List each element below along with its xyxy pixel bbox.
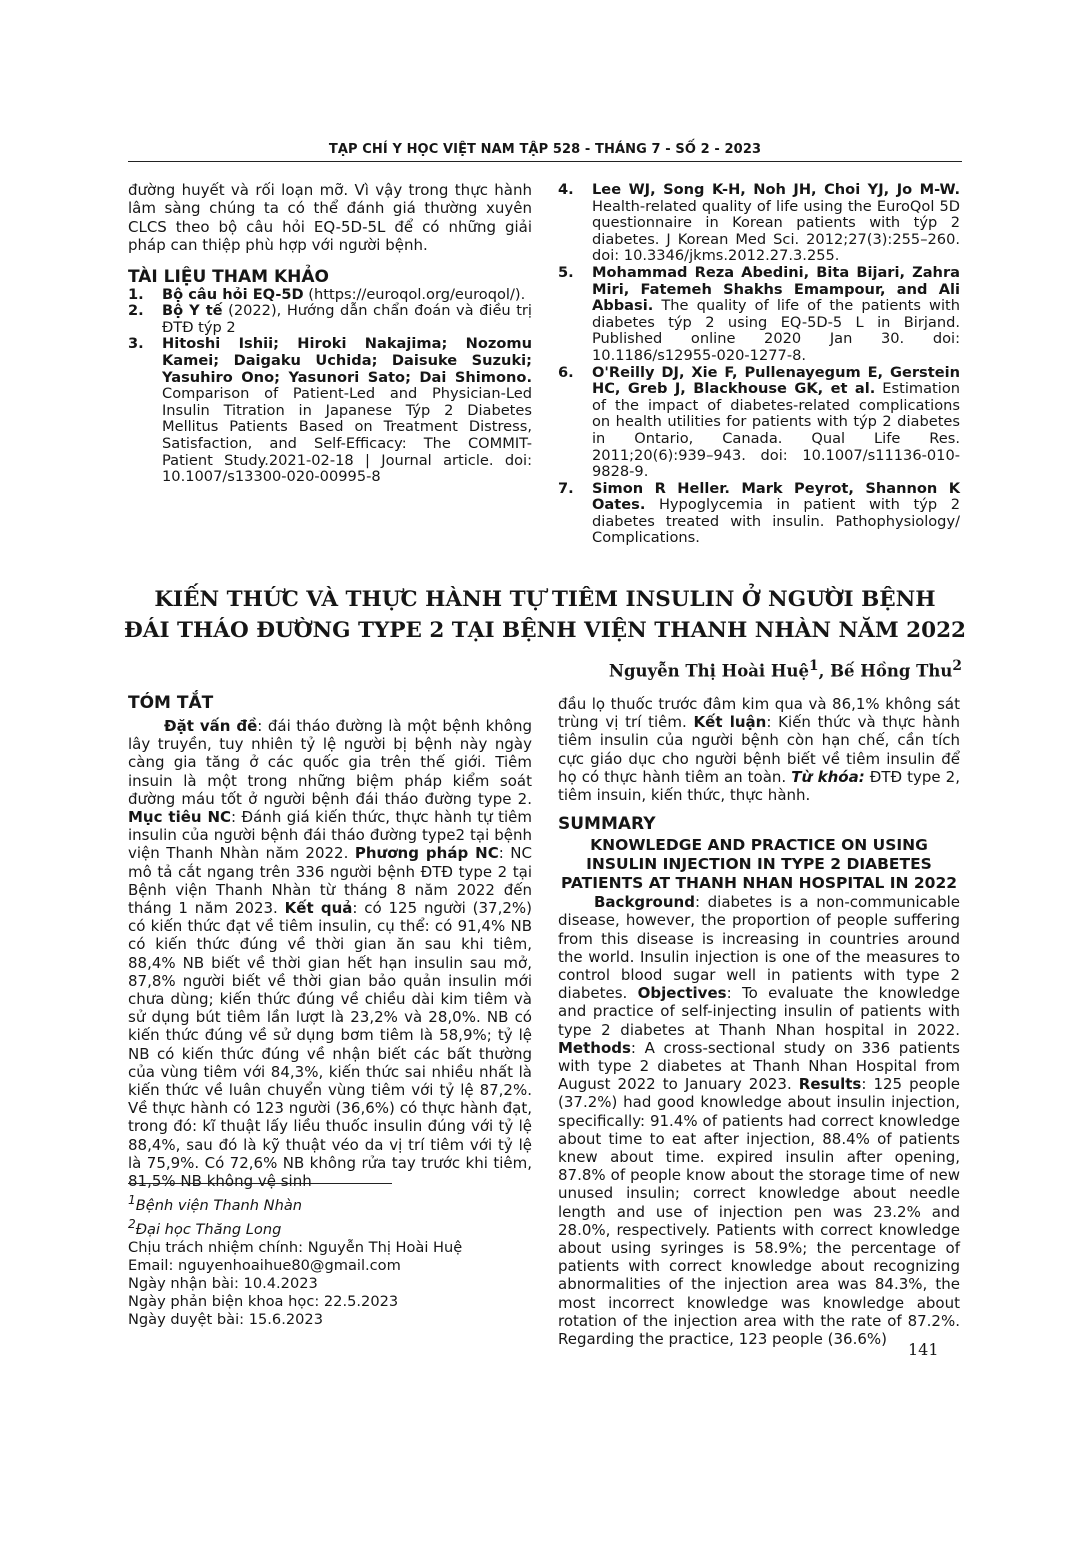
summary-text: : To evaluate the knowledge and practice of self-injecting insulin of patients with type 2 diabetes at Thanh Nhan hospital in 2022. xyxy=(558,984,960,1039)
affiliation-1 xyxy=(128,1191,558,1215)
abstract-text: : Kiến thức và thực hành tiêm insulin của người bệnh còn hạn chế, cần tích cực giáo dục cho người bệnh biết về tiêm insulin để họ có thực hành tiêm an toàn. xyxy=(558,713,961,786)
summary-label: Methods xyxy=(558,1038,631,1057)
reference-item xyxy=(558,182,960,265)
reference-list-left xyxy=(128,287,532,486)
affiliation-text: Bệnh viện Thanh Nhàn xyxy=(135,1196,303,1214)
reference-number: 5. xyxy=(558,263,574,281)
reference-text: The quality of life of the patients with diabetes týp 2 using EQ-5D-5 L in Birjand. Published online 2020 Jan 30. doi: 10.1186/s12955-020-1277-8. xyxy=(592,297,960,364)
abstract-label: Kết luận xyxy=(693,713,767,732)
summary-label: Objectives xyxy=(637,984,727,1003)
email: Email: nguyenhoaihue80@gmail.com xyxy=(128,1256,401,1274)
reference-item xyxy=(128,287,532,304)
reference-number: 4. xyxy=(558,181,574,198)
summary-text: : A cross-sectional study on 336 patients with type 2 diabetes at Thanh Nhan Hospital from August 2022 to January 2023. xyxy=(558,1038,960,1094)
affiliation-text: Đại học Thăng Long xyxy=(135,1220,282,1238)
affiliation-mark: 2 xyxy=(128,1216,136,1231)
reference-text: Estimation of the impact of diabetes-related complications on health utilities for patients with týp 2 diabetes in Ontario, Canada. Qual Life Res. 2011;20(6):939–943. doi: 10.1007/s11136-010-9828-9. xyxy=(592,380,961,481)
summary-title-line: INSULIN INJECTION IN TYPE 2 DIABETES xyxy=(586,855,932,874)
keywords-text: ĐTĐ type 2, tiêm insuin, kiến thức, thực hành. xyxy=(558,767,960,805)
summary-label: Results xyxy=(798,1075,862,1094)
summary-title xyxy=(558,836,960,893)
abstract-heading: TÓM TẮT xyxy=(128,693,214,713)
reference-authors: Lee WJ, Song K-H, Noh JH, Choi YJ, Jo M-W. xyxy=(592,181,960,198)
reference-text: (2022), Hướng dẫn chẩn đoán và điều trị ĐTĐ týp 2 xyxy=(162,302,532,336)
page-number: 141 xyxy=(908,1340,939,1359)
abstract-label: Mục tiêu NC xyxy=(128,808,232,827)
reference-text: Hypoglycemia in patient with týp 2 diabetes treated with insulin. Pathophysiology/ Complications. xyxy=(592,496,960,547)
footnotes xyxy=(128,1191,558,1329)
abstract-text: : Đánh giá kiến thức, thực hành tự tiêm insulin của người bệnh đái tháo đường type2 tại bệnh viện Thanh Nhàn năm 2022. xyxy=(128,808,532,863)
conclusion-text: đường huyết và rối loạn mỡ. Vì vậy trong thực hành lâm sàng chúng ta có thể đánh giá thường xuyên CLCS theo bộ câu hỏi EQ-5D-5L để có những giải pháp can thiệp phù hợp với người bệnh. xyxy=(128,181,532,255)
affiliation-2 xyxy=(128,1215,558,1239)
reference-item xyxy=(128,336,532,485)
article-title-line: KIẾN THỨC VÀ THỰC HÀNH TỰ TIÊM INSULIN Ở NGƯỜI BỆNH xyxy=(154,587,936,612)
abstract-vi xyxy=(128,693,532,1190)
reference-item xyxy=(558,265,960,365)
reference-authors: Simon R Heller. Mark Peyrot, Shannon K Oates. xyxy=(592,479,960,514)
summary-title-line: PATIENTS AT THANH NHAN HOSPITAL IN 2022 xyxy=(560,874,958,893)
reference-number: 2. xyxy=(128,302,144,320)
abstract-label: Đặt vấn đề xyxy=(164,717,258,735)
review-date: Ngày phản biện khoa học: 22.5.2023 xyxy=(128,1292,399,1310)
author-affiliation-mark: 2 xyxy=(952,658,962,674)
top-right-column xyxy=(558,182,960,547)
abstract-text: : đái tháo đường là một bệnh không lây truyền, tuy nhiên tỷ lệ người bị bệnh này ngày càng gia tăng ở các quốc gia trên thế giới. Tiêm insuin là một trong những biệm pháp kiểm soát đường máu tốt ở người bệnh đái tháo đường type 2. xyxy=(128,717,533,808)
reference-number: 3. xyxy=(128,335,144,353)
abstract-paragraph xyxy=(128,717,532,1190)
reference-number: 1. xyxy=(128,285,144,303)
abstract-label: Phương pháp NC xyxy=(354,844,499,863)
reference-authors: Bộ câu hỏi EQ-5D xyxy=(162,285,304,303)
reference-item xyxy=(558,365,960,481)
corresponding-author: Chịu trách nhiệm chính: Nguyễn Thị Hoài Huệ xyxy=(128,1238,463,1256)
keywords-label: Từ khóa: xyxy=(791,767,865,786)
reference-authors: Mohammad Reza Abedini, Bita Bijari, Zahra Miri, Fatemeh Shakhs Emampour, and Ali Abbasi. xyxy=(592,263,960,315)
top-left-column xyxy=(128,181,532,486)
reference-authors: O'Reilly DJ, Xie F, Pullenayegum E, Gerstein HC, Greb J, Blackhouse GK, et al. xyxy=(592,363,960,398)
footnote-rule xyxy=(128,1183,392,1184)
header-rule xyxy=(128,161,962,162)
reference-authors: Hitoshi Ishii; Hiroki Nakajima; Nozomu Kamei; Daigaku Uchida; Daisuke Suzuki; Yasuhiro Ono; Yasunori Sato; Dai Shimono. xyxy=(162,335,532,386)
article-title xyxy=(120,584,970,646)
reference-item xyxy=(128,303,532,336)
references-heading: TÀI LIỆU THAM KHẢO xyxy=(128,266,329,287)
reference-text: Health-related quality of life using the EuroQol 5D questionnaire in Korean patients with týp 2 diabetes. J Korean Med Sci. 2012;27(3):255–260. doi: 10.3346/jkms.2012.27.3.255. xyxy=(592,197,960,265)
affiliation-mark: 1 xyxy=(128,1193,136,1207)
reference-number: 6. xyxy=(558,363,574,381)
abstract-text: : NC mô tả cắt ngang trên 336 người bệnh ĐTĐ type 2 tại Bệnh viện Thanh Nhàn từ tháng 8 năm 2022 đến tháng 1 năm 2023. xyxy=(128,844,532,918)
abstract-right-column xyxy=(558,695,960,1348)
abstract-text: đầu lọ thuốc trước đâm kim qua và 86,1% không sát trùng vị trí tiêm. xyxy=(558,695,960,732)
received-date: Ngày nhận bài: 10.4.2023 xyxy=(128,1274,318,1292)
article-title-line: ĐÁI THÁO ĐƯỜNG TYPE 2 TẠI BỆNH VIỆN THANH NHÀN NĂM 2022 xyxy=(123,618,966,643)
summary-paragraph xyxy=(558,893,960,1348)
abstract-label: Kết quả xyxy=(284,899,353,918)
summary-title-line: KNOWLEDGE AND PRACTICE ON USING xyxy=(590,836,928,855)
abstract-continuation xyxy=(558,695,960,804)
reference-item xyxy=(558,481,960,547)
author-affiliation-mark: 1 xyxy=(809,658,819,674)
author-name: Bế Hồng Thu xyxy=(830,661,953,681)
summary-text: : diabetes is a non-communicable disease, however, the proportion of people suffering from this disease is increasing in countries around the world. Insulin injection is one of the measures to control blood sugar well in patients with type 2 diabetes. xyxy=(558,893,960,1003)
summary-heading: SUMMARY xyxy=(558,814,656,835)
summary-text: : 125 people (37.2%) had good knowledge about insulin injection, specifically: 91.4% of patients had correct knowledge about time to eat after injection, 88.4% of patients knew about time. expired insulin after opening, 87.8% of people know about the storage time of new unused insulin; correct knowledge about needle length and use of injection pen was 23.2% and 28.0%, respectively. Patients with correct knowledge about using syringes is 58.9%; the percentage of patients with correct knowledge about recognizing abnormalities of the injection area was 84.3%, the most incorrect knowledge was knowledge about rotation of the injection area with the rate of 87.2%. Regarding the practice, 123 people (36.6%) xyxy=(558,1075,960,1349)
reference-list-right xyxy=(558,182,960,547)
abstract-text: : có 125 người (37,2%) có kiến thức đạt về tiêm insulin, cụ thể: có 91,4% NB có kiến thức đúng về thời gian ăn sau khi tiêm, 88,4% NB biết về thời gian hết hạn insulin sau mở, 87,8% người biết về thời gian bảo quản insulin mới chưa dùng; kiến thức đúng về chiều dài kim tiêm và sử dụng bút tiêm lần lượt là 23,2% và 28,0%. NB có kiến thức đúng về sử dụng bơm tiêm là 58,9%; tỷ lệ NB có kiến thức đúng về nhận biết các bất thường của vùng tiêm với 84,3%, kiến thức sai nhiều nhất là kiến thức về luân chuyển vùng tiêm với tỷ lệ 87,2%. Về thực hành có 123 người (36,6%) có thực hành đạt, trong đó: kĩ thuật lấy liều thuốc insulin đúng với tỷ lệ 88,4%, sau đó là kỹ thuật véo da vị trí tiêm với tỷ lệ là 75,9%. Có 72,6% NB không rửa tay trước khi tiêm, 81,5% NB không vệ sinh xyxy=(128,899,532,1191)
authors xyxy=(609,658,962,681)
journal-header: TẠP CHÍ Y HỌC VIỆT NAM TẬP 528 - THÁNG 7 - SỐ 2 - 2023 xyxy=(328,142,762,157)
summary-label: Background xyxy=(594,893,695,912)
reference-authors: Bộ Y tế xyxy=(162,302,223,320)
author-separator: , xyxy=(818,661,831,681)
accepted-date: Ngày duyệt bài: 15.6.2023 xyxy=(128,1310,323,1328)
reference-text: Comparison of Patient-Led and Physician-Led Insulin Titration in Japanese Týp 2 Diabetes Mellitus Patients Based on Treatment Distress, Satisfaction, and Self-Efficacy: The COMMIT-Patient Study.2021-02-18 | Journal article. doi: 10.1007/s13300-020-00995-8 xyxy=(162,385,532,486)
author-name: Nguyễn Thị Hoài Huệ xyxy=(608,661,809,681)
reference-number: 7. xyxy=(558,479,574,497)
reference-text: (https://euroqol.org/euroqol/). xyxy=(303,285,526,303)
